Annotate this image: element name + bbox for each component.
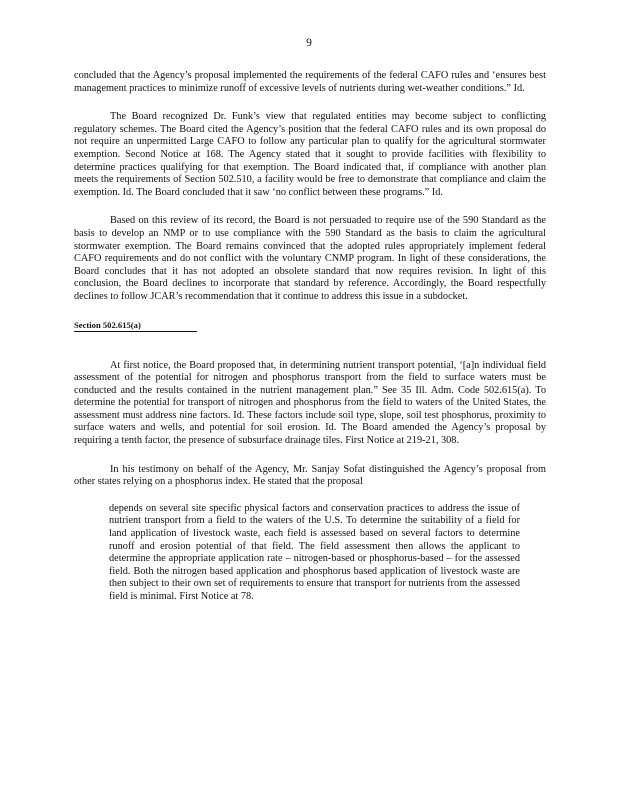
section-heading-wrap: [74, 320, 546, 346]
page-number: 9: [306, 37, 312, 49]
section-heading: Section 502.615(a): [74, 320, 197, 332]
paragraph-testimony: In his testimony on behalf of the Agency, Mr. Sanjay Sofat distinguished the Agency’s proposal from other states relying on a phosphorus index. He stated that the proposal: [74, 463, 546, 488]
paragraph-first-notice: At first notice, the Board proposed that, in determining nutrient transport potential, ‘[a]n individual field assessment of the potential for nitrogen and phosphorus transport from the field to surface waters must be conducted and the results contained in the nutrient management plan.” See 35 Ill. Adm. Code 502.615(a). To determine the potential for transport of nitrogen and phosphorus from the field to waters of the United States, the assessment must address nine factors. Id. These factors include soil type, slope, soil test phosphorus, proximity to surface waters and wells, and potential for soil erosion. Id. The Board amended the Agency’s proposal by requiring a tenth factor, the presence of subsurface drainage tiles. First Notice at 219-21, 308.: [74, 359, 546, 447]
block-quote: depends on several site specific physical factors and conservation practices to address the issue of nutrient transport from a field to the waters of the U.S. To determine the suitability of a field for land application of livestock waste, each field is assessed based on several factors to determine runoff and erosion potential of that field. The field assessment then allows the applicant to determine the appropriate application rate – nitrogen-based or phosphorus-based – for the assessed field. Both the nitrogen based application and phosphorus based application of livestock waste are then subject to their own set of requirements to ensure that transport for nutrients from the assessed field is minimal. First Notice at 78.: [109, 502, 520, 602]
paragraph-continued: concluded that the Agency’s proposal implemented the requirements of the federal CAFO rules and ‘ensures best management practices to minimize runoff of excessive levels of nutrients during wet-weather conditions.” Id.: [74, 70, 546, 94]
paragraph-board-recognized: The Board recognized Dr. Funk’s view that regulated entities may become subject to conflicting regulatory schemes. The Board cited the Agency’s position that the federal CAFO rules and its own proposal do not require an unpermitted Large CAFO to follow any particular plan to qualify for the agricultural stormwater exemption. Second Notice at 168. The Agency stated that it sought to provide facilities with flexibility to determine practices qualifying for that exemption. The Board indicated that, if compliance with another plan meets the requirements of Section 502.510, a facility would be free to demonstrate that compliance and claim the exemption. Id. The Board concluded that it saw ‘no conflict between these programs.” Id.: [74, 111, 546, 198]
document-body: [74, 70, 546, 604]
paragraph-based-on-review: Based on this review of its record, the Board is not persuaded to require use of the 590 Standard as the basis to develop an NMP or to use compliance with the 590 Standard as the basis to claim the agricultural stormwater exemption. The Board remains convinced that the adopted rules appropriately implement federal CAFO requirements and do not conflict with the voluntary CNMP program. In light of these considerations, the Board concludes that it has not adopted an obsolete standard that now requires revision. In light of this conclusion, the Board declines to incorporate that standard by reference. Accordingly, the Board respectfully declines to follow JCAR’s recommendation that it continue to address this issue in a subdocket.: [74, 215, 546, 302]
